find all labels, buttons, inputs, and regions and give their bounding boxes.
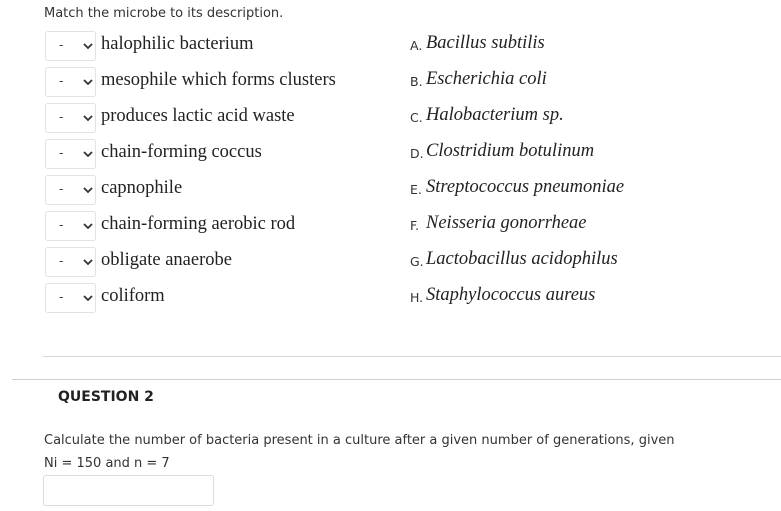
option-name: Halobacterium sp. [426,105,564,125]
description-label: produces lactic acid waste [101,106,295,126]
description-label: mesophile which forms clusters [101,70,336,90]
divider [43,356,781,357]
question-divider [12,379,781,380]
chevron-down-icon [83,221,93,231]
select-value: - [59,182,64,196]
option-letter: A. [410,38,423,53]
option-name: Neisseria gonorrheae [426,213,587,233]
description-label: obligate anaerobe [101,250,232,270]
option-letter: G. [410,254,424,269]
question-text [44,429,764,475]
description-label: chain-forming aerobic rod [101,214,296,234]
answer-input[interactable] [43,475,214,506]
chevron-down-icon [83,257,93,267]
option-name: Bacillus subtilis [426,33,545,53]
chevron-down-icon [83,41,93,51]
match-select[interactable] [45,139,96,169]
question-title: QUESTION 2 [58,389,154,405]
select-value: - [59,74,64,88]
match-select[interactable] [45,211,96,241]
match-row [0,175,781,207]
chevron-down-icon [83,113,93,123]
match-select[interactable] [45,247,96,277]
option-letter: H. [410,290,424,305]
option-letter: C. [410,110,423,125]
match-select[interactable] [45,283,96,313]
select-value: - [59,218,64,232]
chevron-down-icon [83,149,93,159]
option-letter: B. [410,74,423,89]
option-name: Streptococcus pneumoniae [426,177,625,197]
option-letter: E. [410,182,422,197]
option-name: Escherichia coli [426,69,547,89]
instruction-text: Match the microbe to its description. [44,6,284,21]
match-select[interactable] [45,175,96,205]
option-name: Clostridium botulinum [426,141,595,161]
match-row [0,31,781,63]
option-letter: D. [410,146,424,161]
select-value: - [59,254,64,268]
question-text-line: Calculate the number of bacteria present in a culture after a given number of generations, given [44,433,675,448]
option-name: Staphylococcus aureus [426,285,596,305]
match-select[interactable] [45,67,96,97]
chevron-down-icon [83,293,93,303]
select-value: - [59,38,64,52]
chevron-down-icon [83,77,93,87]
match-row [0,139,781,171]
select-value: - [59,290,64,304]
match-select[interactable] [45,31,96,61]
match-row [0,67,781,99]
description-label: chain-forming coccus [101,142,262,162]
option-name: Lactobacillus acidophilus [426,249,618,269]
select-value: - [59,110,64,124]
description-label: halophilic bacterium [101,34,254,54]
description-label: coliform [101,286,165,306]
description-label: capnophile [101,178,183,198]
match-row [0,103,781,135]
match-row [0,211,781,243]
question-text-line: Ni = 150 and n = 7 [44,456,170,471]
option-letter: F. [410,218,420,233]
match-row [0,247,781,279]
select-value: - [59,146,64,160]
match-select[interactable] [45,103,96,133]
match-row [0,283,781,315]
chevron-down-icon [83,185,93,195]
